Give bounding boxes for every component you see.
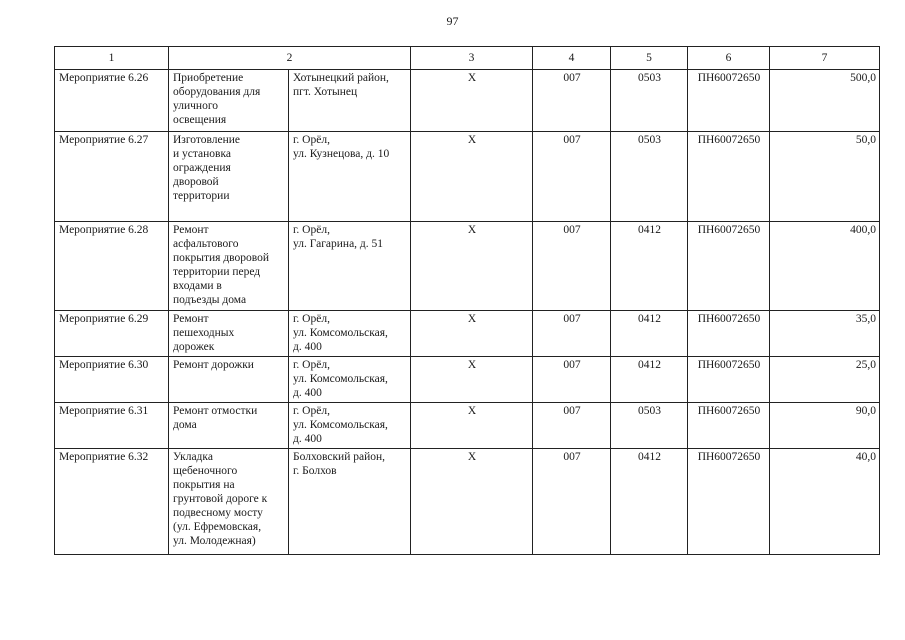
table-row — [55, 449, 880, 555]
event-description: Ремонт отмостки дома — [169, 403, 289, 449]
cell-col-5: 0412 — [611, 357, 688, 403]
cell-col-7: 50,0 — [770, 132, 880, 222]
cell-col-6: ПН60072650 — [688, 222, 770, 311]
cell-col-5: 0503 — [611, 70, 688, 132]
cell-col-3: Х — [411, 403, 533, 449]
event-description: Ремонт пешеходных дорожек — [169, 311, 289, 357]
cell-col-7: 500,0 — [770, 70, 880, 132]
event-number: Мероприятие 6.28 — [55, 222, 169, 311]
header-col-4: 4 — [533, 47, 611, 70]
event-address: Хотынецкий район, пгт. Хотынец — [289, 70, 411, 132]
table-row — [55, 311, 880, 357]
cell-col-4: 007 — [533, 403, 611, 449]
event-description: Ремонт асфальтового покрытия дворовой территории перед входами в подъезды дома — [169, 222, 289, 311]
event-description: Укладка щебеночного покрытия на грунтовой дороге к подвесному мосту (ул. Ефремовская, ул. Молодежная) — [169, 449, 289, 555]
event-address: г. Орёл, ул. Комсомольская, д. 400 — [289, 357, 411, 403]
cell-col-6: ПН60072650 — [688, 311, 770, 357]
cell-col-7: 90,0 — [770, 403, 880, 449]
event-number: Мероприятие 6.30 — [55, 357, 169, 403]
event-description: Изготовление и установка ограждения дворовой территории — [169, 132, 289, 222]
table-row — [55, 132, 880, 222]
cell-col-5: 0503 — [611, 132, 688, 222]
event-address: г. Орёл, ул. Комсомольская, д. 400 — [289, 311, 411, 357]
cell-col-5: 0412 — [611, 311, 688, 357]
cell-col-3: Х — [411, 70, 533, 132]
page-number: 97 — [446, 14, 459, 28]
event-address: г. Орёл, ул. Кузнецова, д. 10 — [289, 132, 411, 222]
cell-col-3: Х — [411, 449, 533, 555]
cell-col-5: 0412 — [611, 222, 688, 311]
header-col-5: 5 — [611, 47, 688, 70]
cell-col-3: Х — [411, 132, 533, 222]
event-description: Ремонт дорожки — [169, 357, 289, 403]
event-number: Мероприятие 6.31 — [55, 403, 169, 449]
cell-col-6: ПН60072650 — [688, 449, 770, 555]
cell-col-7: 40,0 — [770, 449, 880, 555]
cell-col-7: 35,0 — [770, 311, 880, 357]
event-address: г. Орёл, ул. Гагарина, д. 51 — [289, 222, 411, 311]
cell-col-3: Х — [411, 357, 533, 403]
event-address: г. Орёл, ул. Комсомольская, д. 400 — [289, 403, 411, 449]
cell-col-4: 007 — [533, 222, 611, 311]
document-table — [54, 46, 880, 555]
cell-col-4: 007 — [533, 311, 611, 357]
event-number: Мероприятие 6.27 — [55, 132, 169, 222]
event-number: Мероприятие 6.29 — [55, 311, 169, 357]
cell-col-6: ПН60072650 — [688, 70, 770, 132]
cell-col-4: 007 — [533, 132, 611, 222]
cell-col-4: 007 — [533, 70, 611, 132]
header-col-7: 7 — [770, 47, 880, 70]
cell-col-3: Х — [411, 311, 533, 357]
cell-col-7: 400,0 — [770, 222, 880, 311]
cell-col-4: 007 — [533, 357, 611, 403]
cell-col-7: 25,0 — [770, 357, 880, 403]
table-row — [55, 222, 880, 311]
event-number: Мероприятие 6.26 — [55, 70, 169, 132]
table-row — [55, 357, 880, 403]
event-number: Мероприятие 6.32 — [55, 449, 169, 555]
header-col-2: 2 — [169, 47, 411, 70]
header-col-1: 1 — [55, 47, 169, 70]
cell-col-6: ПН60072650 — [688, 132, 770, 222]
event-address: Болховский район, г. Болхов — [289, 449, 411, 555]
event-description: Приобретение оборудования для уличного освещения — [169, 70, 289, 132]
cell-col-5: 0412 — [611, 449, 688, 555]
table-header-row — [55, 47, 880, 70]
cell-col-6: ПН60072650 — [688, 357, 770, 403]
header-col-6: 6 — [688, 47, 770, 70]
cell-col-6: ПН60072650 — [688, 403, 770, 449]
cell-col-4: 007 — [533, 449, 611, 555]
table-row — [55, 70, 880, 132]
cell-col-5: 0503 — [611, 403, 688, 449]
header-col-3: 3 — [411, 47, 533, 70]
cell-col-3: Х — [411, 222, 533, 311]
table-row — [55, 403, 880, 449]
